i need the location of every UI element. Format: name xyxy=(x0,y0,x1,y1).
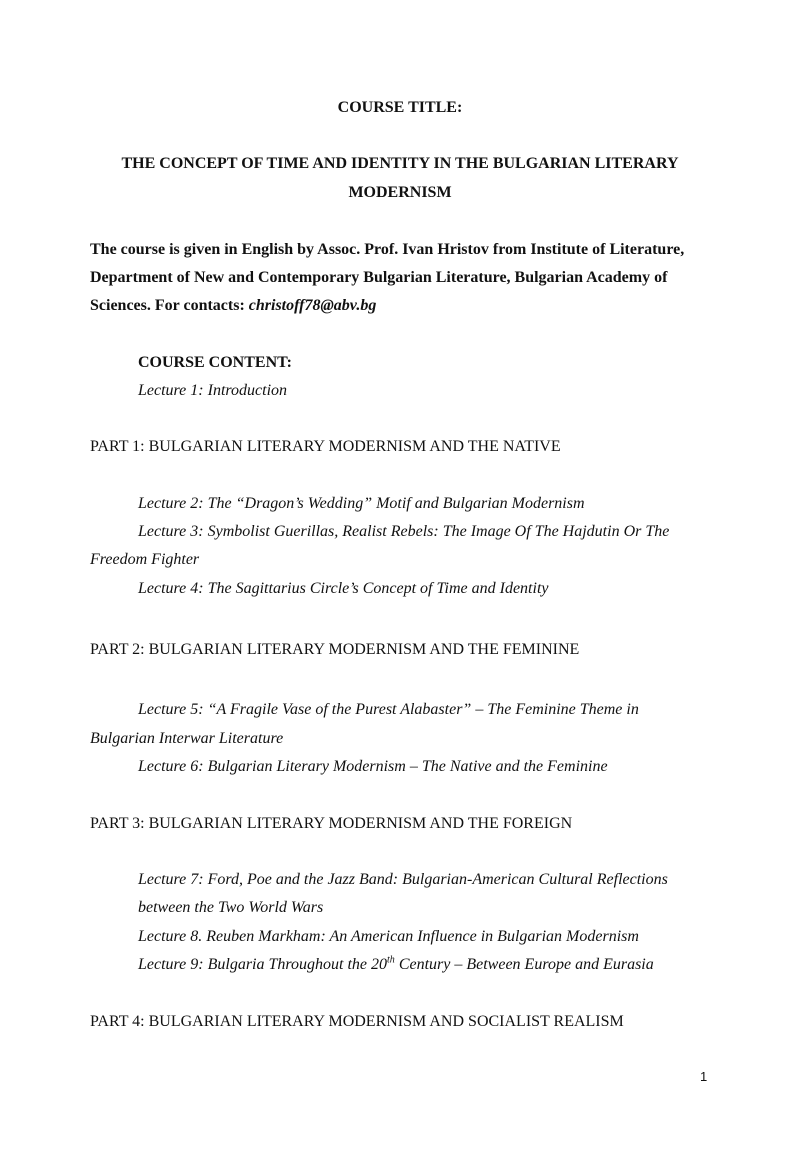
course-title-line-1: THE CONCEPT OF TIME AND IDENTITY IN THE BULGARIAN LITERARY xyxy=(121,155,679,172)
part-3-title: PART 3: BULGARIAN LITERARY MODERNISM AND THE FOREIGN xyxy=(90,815,573,832)
intro-line-1: The course is given in English by Assoc. Prof. Ivan Hristov from Institute of Literature, xyxy=(90,241,685,258)
lecture-5-line-2: Bulgarian Interwar Literature xyxy=(90,730,284,747)
lecture-8: Lecture 8. Reuben Markham: An American Influence in Bulgarian Modernism xyxy=(138,928,639,945)
lecture-9-suffix: Century – Between Europe and Eurasia xyxy=(394,956,654,973)
intro-line-2: Department of New and Contemporary Bulgarian Literature, Bulgarian Academy of xyxy=(90,269,668,286)
lecture-1: Lecture 1: Introduction xyxy=(138,382,288,399)
lecture-9 xyxy=(138,955,654,975)
lecture-7-line-2: between the Two World Wars xyxy=(138,899,324,916)
course-content-heading: COURSE CONTENT: xyxy=(138,354,292,371)
lecture-5-line-1: Lecture 5: “A Fragile Vase of the Purest Alabaster” – The Feminine Theme in xyxy=(138,701,639,718)
lecture-6: Lecture 6: Bulgarian Literary Modernism – The Native and the Feminine xyxy=(138,758,608,775)
lecture-9-prefix: Lecture 9: Bulgaria Throughout the 20 xyxy=(138,956,388,973)
lecture-3-line-1: Lecture 3: Symbolist Guerillas, Realist Rebels: The Image Of The Hajdutin Or The xyxy=(138,523,670,540)
lecture-4: Lecture 4: The Sagittarius Circle’s Concept of Time and Identity xyxy=(138,580,549,597)
lecture-3-line-2: Freedom Fighter xyxy=(90,551,200,568)
lecture-7-line-1: Lecture 7: Ford, Poe and the Jazz Band: Bulgarian-American Cultural Reflections xyxy=(138,871,668,888)
course-title-line-2: MODERNISM xyxy=(348,184,452,201)
part-1-title: PART 1: BULGARIAN LITERARY MODERNISM AND THE NATIVE xyxy=(90,438,561,455)
intro-line-3-prefix: Sciences. For contacts: xyxy=(90,297,249,314)
page-number: 1 xyxy=(700,1069,708,1084)
contact-email: christoff78@abv.bg xyxy=(248,297,377,314)
course-title-label: COURSE TITLE: xyxy=(337,99,463,116)
part-2-title: PART 2: BULGARIAN LITERARY MODERNISM AND THE FEMININE xyxy=(90,641,580,658)
lecture-2: Lecture 2: The “Dragon’s Wedding” Motif and Bulgarian Modernism xyxy=(138,495,585,512)
lecture-9-superscript: th xyxy=(387,954,395,966)
part-4-title: PART 4: BULGARIAN LITERARY MODERNISM AND SOCIALIST REALISM xyxy=(90,1013,624,1030)
intro-line-3 xyxy=(90,296,376,316)
